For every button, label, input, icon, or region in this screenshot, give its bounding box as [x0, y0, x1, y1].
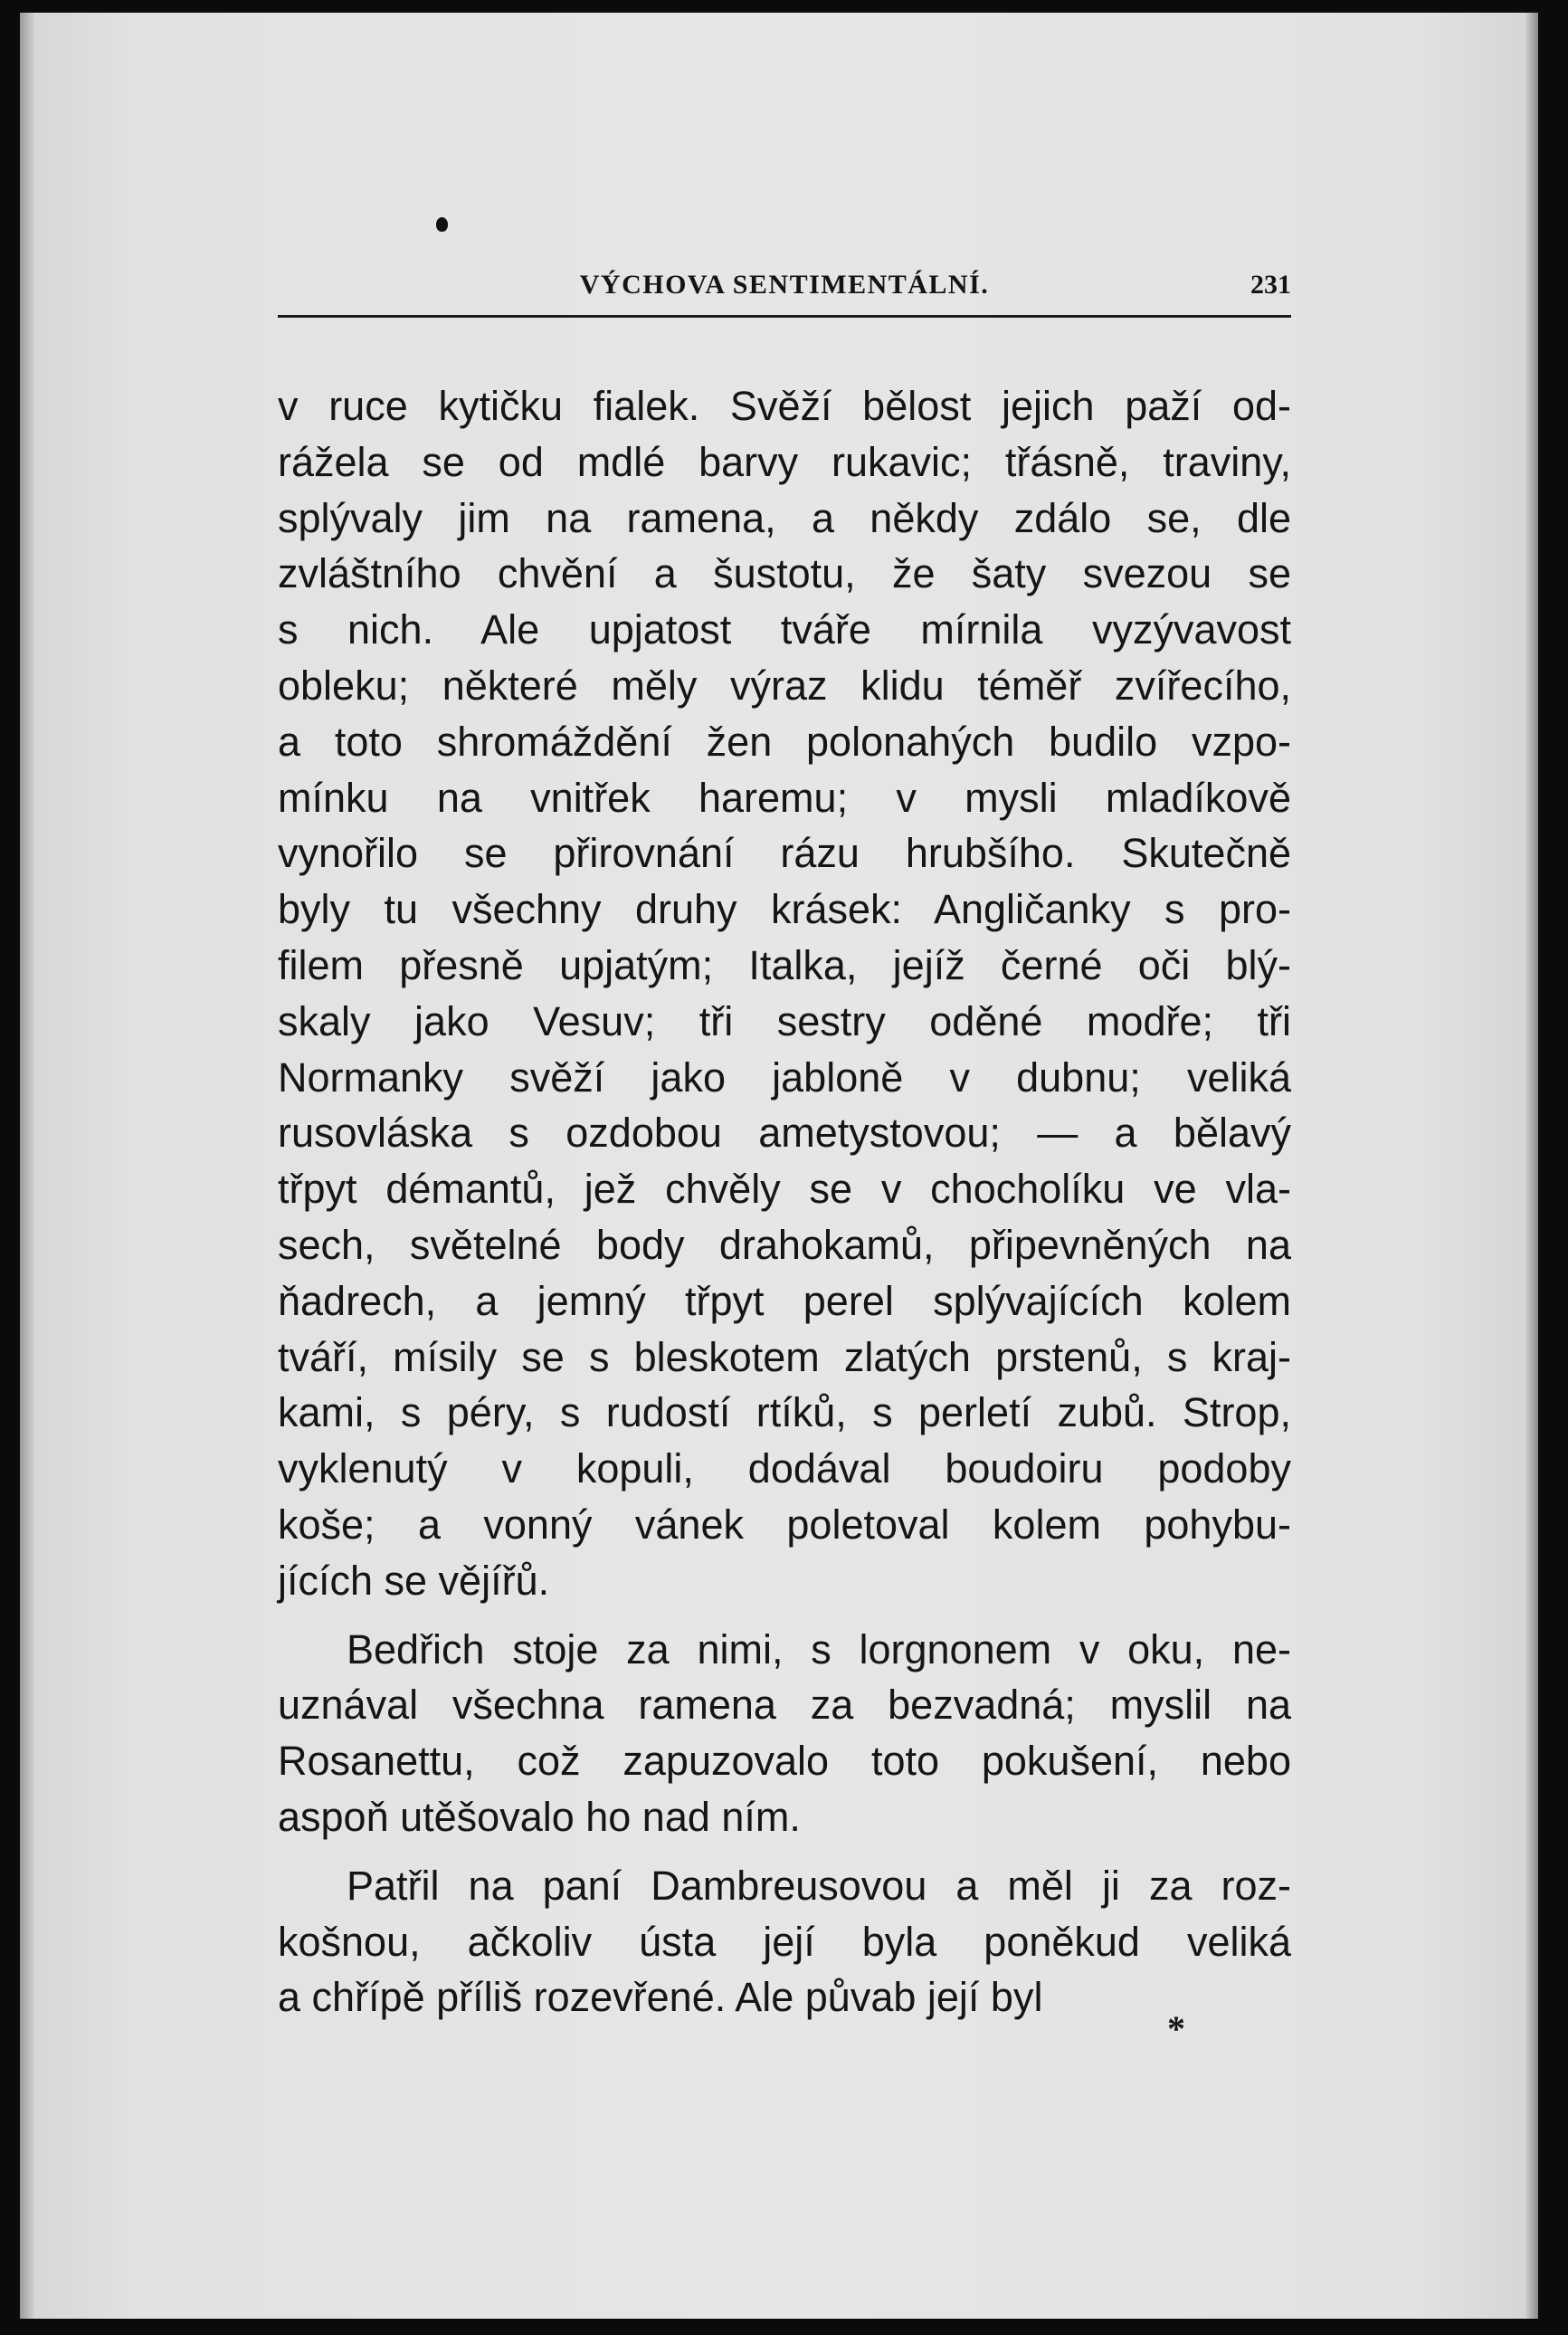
page-header: [278, 267, 1291, 314]
text-line: tváří, mísily se s bleskotem zlatých prstenů, s kraj-: [278, 1333, 1291, 1380]
signature-mark: *: [1167, 2008, 1185, 2049]
text-line: obleku; některé měly výraz klidu téměř zvířecího,: [278, 662, 1291, 709]
text-line: uznával všechna ramena za bezvadná; myslil na: [278, 1682, 1291, 1729]
text-line: Rosanettu, což zapuzovalo toto pokušení, nebo: [278, 1738, 1291, 1785]
text-line: a toto shromáždění žen polonahých budilo vzpo-: [278, 718, 1291, 765]
text-line: mínku na vnitřek haremu; v mysli mladíkově: [278, 774, 1291, 821]
text-line: vynořilo se přirovnání rázu hrubšího. Skutečně: [278, 830, 1291, 877]
text-line: rážela se od mdlé barvy rukavic; třásně, traviny,: [278, 438, 1291, 485]
binding-edge: [20, 13, 34, 2319]
text-line: byly tu všechny druhy krásek: Angličanky s pro-: [278, 886, 1291, 933]
text-line: s nich. Ale upjatost tváře mírnila vyzývavost: [278, 606, 1291, 653]
text-line: Patřil na paní Dambreusovou a měl ji za roz-: [347, 1862, 1291, 1909]
paragraph-gap: [278, 1609, 1291, 1622]
text-line: vyklenutý v kopuli, dodával boudoiru podoby: [278, 1445, 1291, 1492]
paragraph: [278, 378, 1291, 1609]
page-edge-shadow: [1525, 13, 1538, 2319]
text-line: Bedřich stoje za nimi, s lorgnonem v oku, ne-: [347, 1625, 1291, 1673]
text-line: kami, s péry, s rudostí rtíků, s perletí zubů. Strop,: [278, 1389, 1291, 1436]
text-line: sech, světelné body drahokamů, připevněných na: [278, 1221, 1291, 1268]
text-line: skaly jako Vesuv; tři sestry oděné modře; tři: [278, 997, 1291, 1044]
ink-speck: [436, 217, 448, 232]
text-line: filem přesně upjatým; Italka, jejíž černé oči blý-: [278, 941, 1291, 988]
page-number: 231: [1250, 270, 1291, 300]
body-text: [278, 378, 1291, 2025]
text-line: aspoň utěšovalo ho nad ním.: [278, 1793, 801, 1840]
text-line: košnou, ačkoliv ústa její byla poněkud veliká: [278, 1918, 1291, 1965]
header-rule: [278, 315, 1291, 318]
paragraph: [278, 1858, 1291, 2025]
text-line: zvláštního chvění a šustotu, že šaty svezou se: [278, 550, 1291, 597]
paragraph-gap: [278, 1845, 1291, 1858]
text-line: rusovláska s ozdobou ametystovou; — a bělavý: [278, 1110, 1291, 1157]
text-line: v ruce kytičku fialek. Svěží bělost jejich paží od-: [278, 383, 1291, 429]
text-line: a chřípě příliš rozevřené. Ale půvab její byl: [278, 1974, 1043, 2021]
text-line: splývaly jim na ramena, a někdy zdálo se, dle: [278, 494, 1291, 541]
paragraph: [278, 1622, 1291, 1845]
text-line: Normanky svěží jako jabloně v dubnu; veliká: [278, 1053, 1291, 1101]
text-line: ňadrech, a jemný třpyt perel splývajících kolem: [278, 1277, 1291, 1324]
text-line: jících se vějířů.: [278, 1557, 550, 1604]
text-line: koše; a vonný vánek poletoval kolem pohybu-: [278, 1501, 1291, 1548]
running-head: VÝCHOVA SENTIMENTÁLNÍ.: [579, 270, 990, 300]
text-line: třpyt démantů, jež chvěly se v chocholíku ve vla-: [278, 1166, 1291, 1213]
